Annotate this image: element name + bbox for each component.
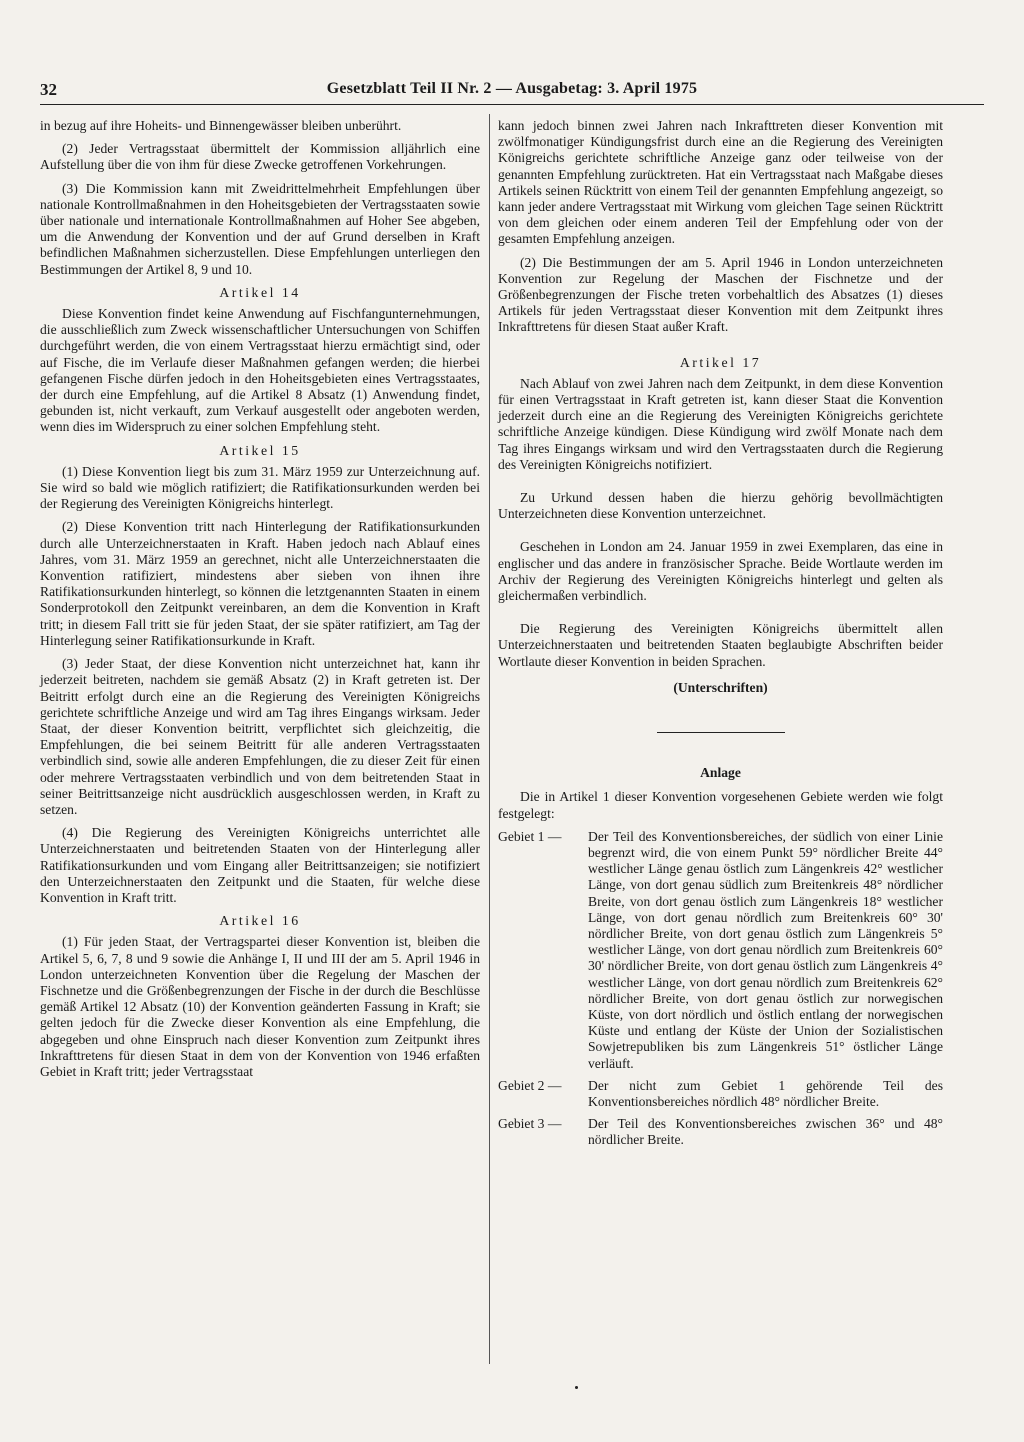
done-at-clause: Geschehen in London am 24. Januar 1959 in zwei Exemplaren, das eine in englischer und das andere in französischer Sprache. Beide Wortlaute werden im Archiv der Regierung des Vereinigten Königreichs hinterlegt und gelten als gleichermaßen verbindlich. xyxy=(498,539,943,604)
page-number: 32 xyxy=(40,80,57,99)
paragraph: (2) Die Bestimmungen der am 5. April 1946 in London unterzeichneten Konvention zur Regelung der Maschen der Fischnetze und der Größenbegrenzungen der Fische treten vorbehaltlich des Absatzes (1) dieses Artikels für jeden Vertragsstaat dieser Konvention mit dem Zeitpunkt ihres Inkrafttretens für diesen Staat außer Kraft. xyxy=(498,254,943,335)
region-entry xyxy=(498,1116,943,1148)
annex-title: Anlage xyxy=(700,765,741,781)
region-text: Der Teil des Konventionsbereiches, der südlich von einer Linie begrenzt wird, die von einem Punkt 59° nördlicher Breite 44° westlicher Länge genau östlich zum Längenkreis 42° westlicher Länge, von dort genau südlich zum Breitenkreis 48° nördlicher Breite, von dort genau östlich zum Längenkreis 18° westlicher Länge, von dort genau nördlich zum Breitenkreis 60° 30' nördlicher Breite, von dort genau östlich zum Längenkreis 5° westlicher Länge, von dort genau nördlich zum Breitenkreis 60° 30' nördlicher Breite, von dort genau östlich zum Längenkreis 4° westlicher Länge, von dort genau nördlich zum Breitenkreis 62° nördlicher Breite, von dort genau östlich zur norwegischen Küste, von dort nördlich und östlich entlang der norwegischen Küste und entlang der Küste der Union der Sozialistischen Sowjetrepubliken bis zum Längenkreis 51° östlicher Länge verläuft. xyxy=(588,828,943,1071)
paragraph: (2) Jeder Vertragsstaat übermittelt der Kommission alljährlich eine Aufstellung über die von ihm für diese Zwecke getroffenen Vorkehrungen. xyxy=(40,141,480,173)
gazette-title: Gesetzblatt Teil II Nr. 2 — Ausgabetag: 3. April 1975 xyxy=(326,80,698,97)
paragraph: Diese Konvention findet keine Anwendung auf Fischfangunternehmungen, die ausschließlich zum Zweck wissenschaftlicher Untersuchungen von Schiffen durchgeführt werden, die von einem Vertragsstaat hierzu ermächtigt sind, oder auf Fische, die im Verlaufe dieser Maßnahmen gefangen werden; die hierbei gefangenen Fische dürfen jedoch in den Hoheitsgebieten eines Vertragsstaates, der durch eine Empfehlung, auf die Artikel 8 Absatz (1) Anwendung findet, gebunden ist, nicht verkauft, zum Verkauf ausgestellt oder angeboten werden, wenn dies im Widerspruch zu einer solchen Empfehlung steht. xyxy=(40,306,480,435)
article-16-heading: Artikel 16 xyxy=(219,913,301,929)
article-17-heading: Artikel 17 xyxy=(679,354,762,370)
article-15-heading: Artikel 15 xyxy=(219,442,301,458)
column-divider xyxy=(489,114,490,1364)
print-speck xyxy=(575,1386,578,1389)
region-label: Gebiet 2 — xyxy=(498,1077,562,1093)
annex-intro: Die in Artikel 1 dieser Konvention vorgesehenen Gebiete werden wie folgt festgelegt: xyxy=(498,789,943,821)
paragraph: (4) Die Regierung des Vereinigten Königreichs unterrichtet alle Unterzeichnerstaaten und beitretenden Staaten von der Hinterlegung aller Ratifikationsurkunden und vom Eingang aller Beitrittsanzeigen; sie notifiziert den Unterzeichnerstaaten den Zeitpunkt und die Staaten, für welche diese Konvention in Kraft tritt. xyxy=(40,825,480,905)
paragraph: (3) Die Kommission kann mit Zweidrittelmehrheit Empfehlungen über nationale Kontrollmaßnahmen in den Hoheitsgebieten der Vertragsstaaten sowie über nationale und internationale Kontrollmaßnahmen auf Hoher See abgeben, um die Anwendung der Konvention und der auf Grund derselben in Kraft befindlichen Maßnahmen sicherzustellen. Diese Empfehlungen unterliegen den Bestimmungen der Artikel 8, 9 und 10. xyxy=(40,180,480,277)
paragraph: (1) Diese Konvention liegt bis zum 31. März 1959 zur Unterzeichnung auf. Sie wird so bald wie möglich ratifiziert; die Ratifikationsurkunden werden bei der Regierung des Vereinigten Königreichs hinterlegt. xyxy=(40,463,480,512)
signatures-note: (Unterschriften) xyxy=(673,679,768,695)
certified-copies-clause: Die Regierung des Vereinigten Königreichs übermittelt allen Unterzeichnerstaaten und beitretenden Staaten beglaubigte Abschriften beider Wortlaute dieser Konvention in beiden Sprachen. xyxy=(498,621,943,669)
region-text: Der Teil des Konventionsbereiches zwischen 36° und 48° nördlicher Breite. xyxy=(588,1116,943,1148)
paragraph: (3) Jeder Staat, der diese Konvention nicht unterzeichnet hat, kann ihr jederzeit beitreten, nachdem sie gemäß Absatz (2) in Kraft getreten ist. Der Beitritt erfolgt durch eine an die Regierung des Vereinigten Königreichs gerichtete schriftliche Anzeige und wird am Tag ihres Eingangs wirksam. Jeder Staat, der dieser Konvention beitritt, verpflichtet sich gleichzeitig, die Empfehlungen, die bei seinem Beitritt für alle anderen Vertragsstaaten verbindlich sind, sowie alle anderen Empfehlungen, die zu dieser Zeit für einen oder mehrere Vertragsstaaten verbindlich und von dem beitretenden Staat in seiner Beitrittsanzeige nicht ausdrücklich ausgeschlossen werden, in Kraft zu setzen. xyxy=(40,656,480,817)
paragraph: kann jedoch binnen zwei Jahren nach Inkrafttreten dieser Konvention mit zwölfmonatiger Kündigungsfrist durch eine an die Regierung des Vereinigten Königreichs gerichtete schriftliche Anzeige ganz oder teilweise von der genannten Empfehlung zurücktreten. Hat ein Vertragsstaat nach Maßgabe dieses Artikels seinen Rücktritt von einem Teil der genannten Empfehlung angezeigt, so kann jeder andere Vertragsstaat mit Wirkung vom gleichen Tage seinen Rücktritt von dem gleichen oder einem anderen Teil der Empfehlung oder von der gesamten Empfehlung anzeigen. xyxy=(498,118,943,247)
witness-clause: Zu Urkund dessen haben die hierzu gehörig bevollmächtigten Unterzeichneten diese Konvention unterzeichnet. xyxy=(498,490,943,522)
region-entry xyxy=(498,829,943,1072)
section-rule xyxy=(657,732,785,733)
region-label: Gebiet 1 — xyxy=(498,828,562,844)
header-rule xyxy=(40,104,984,105)
region-label: Gebiet 3 — xyxy=(498,1116,562,1132)
article-14-heading: Artikel 14 xyxy=(219,284,301,300)
paragraph: Nach Ablauf von zwei Jahren nach dem Zeitpunkt, in dem diese Konvention für einen Vertragsstaat in Kraft getreten ist, kann dieser Staat die Konvention jederzeit durch eine an die Regierung des Vereinigten Königreichs gerichtete schriftliche Anzeige kündigen. Diese Kündigung wird zwölf Monate nach dem Tag ihres Eingangs wirksam und wird den Vertragsstaaten durch die Regierung des Vereinigten Königreichs notifiziert. xyxy=(498,375,943,472)
paragraph: (2) Diese Konvention tritt nach Hinterlegung der Ratifikationsurkunden durch alle Unterzeichnerstaaten in Kraft. Haben jedoch nach Ablauf eines Jahres, vom 31. März 1959 an gerechnet, nicht alle Unterzeichnerstaaten die Konvention ratifiziert, mindestens aber sieben von ihnen ihre Ratifikationsurkunden hinterlegt, so können die letztgenannten Staaten in einem Sonderprotokoll den Zeitpunkt vereinbaren, an dem die Konvention in Kraft tritt; in diesem Fall tritt sie für jeden Staat, der sie später ratifiziert, am Tag der Hinterlegung seiner Ratifikationsurkunde in Kraft. xyxy=(40,519,480,648)
paragraph: in bezug auf ihre Hoheits- und Binnengewässer bleiben unberührt. xyxy=(40,118,402,133)
right-column xyxy=(498,118,943,1155)
left-column xyxy=(40,118,480,1087)
region-entry xyxy=(498,1078,943,1110)
region-text: Der nicht zum Gebiet 1 gehörende Teil des Konventionsbereiches nördlich 48° nördlicher Breite. xyxy=(588,1077,943,1109)
paragraph: (1) Für jeden Staat, der Vertragspartei dieser Konvention ist, bleiben die Artikel 5, 6, 7, 8 und 9 sowie die Anhänge I, II und III der am 5. April 1946 in London unterzeichneten Konvention über die Regelung der Maschen der Fischnetze und die Größenbegrenzungen der Fische in der durch die Beschlüsse gemäß Artikel 12 Absatz (10) der Konvention geänderten Fassung in Kraft; sie gelten jedoch für die Zwecke dieser Konvention als eine Empfehlung, die abgegeben und ohne Einspruch nach dieser Konvention zum Zeitpunkt ihres Inkrafttretens für diesen Staat in dem von der Konvention von 1946 erfaßten Gebiet in Kraft tritt; jeder Vertragsstaat xyxy=(40,934,480,1079)
